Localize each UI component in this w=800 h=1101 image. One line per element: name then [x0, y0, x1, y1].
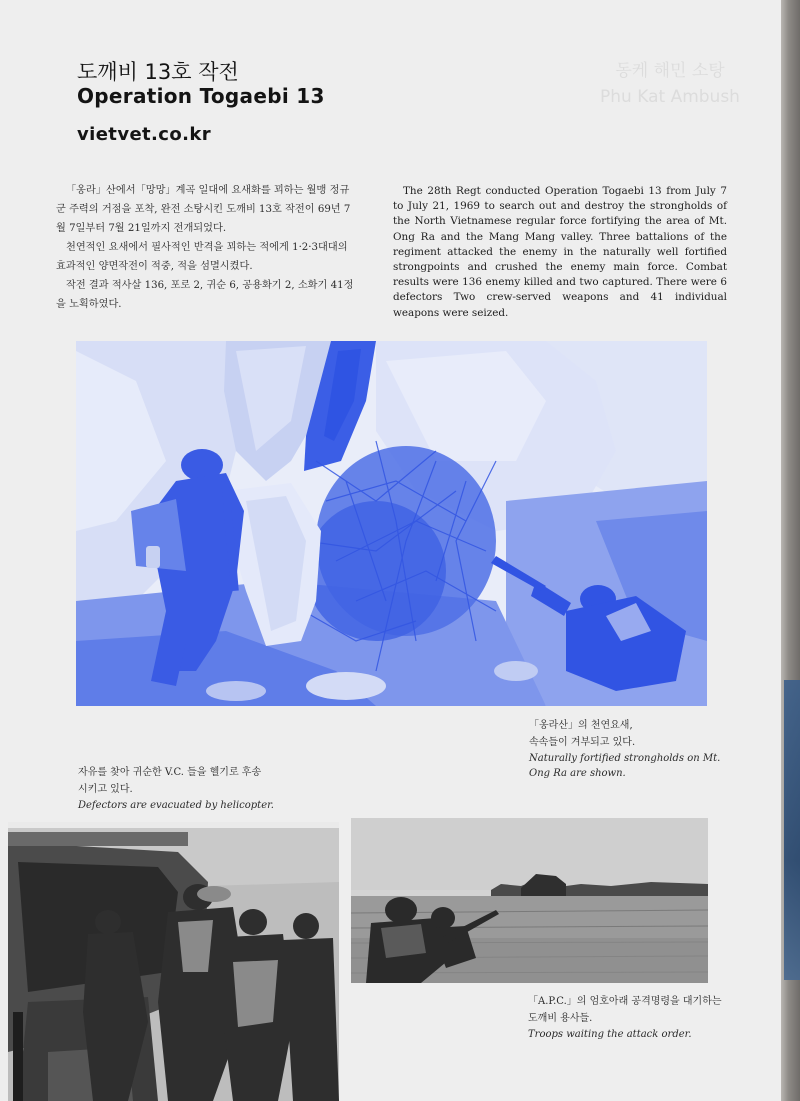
body-korean-paragraph-2: 천연적인 요새에서 필사적인 반격을 꾀하는 적에게 1·2·3대대의 효과적인 양면작전이 적중, 적을 섬멸시켰다. — [56, 242, 348, 272]
caption-troops-field — [528, 993, 728, 1042]
caption-defectors — [78, 764, 318, 813]
caption-defectors-en: Defectors are evacuated by helicopter. — [78, 800, 274, 811]
body-english-paragraph: The 28th Regt conducted Operation Togaebi 13 from July 7 to July 21, 1969 to search out and destroy the strongholds of the North Vietnamese regular force fortifying the area of Mt. Ong Ra and the Mang Mang valley. Three battalions of the regiment attacked the enemy in the naturally well fortified strongpoints and crushed the enemy main force. Combat results were 136 enemy killed and two captured. There were 6 defectors Two crew-served weapons and 41 individual weapons were seized. — [393, 185, 727, 319]
photo-troops-field — [351, 818, 708, 983]
source-site-label: vietvet.co.kr — [77, 124, 212, 145]
body-korean-paragraph-1: 「옹라」산에서「망망」계곡 일대에 요새화를 꾀하는 월맹 정규군 주력의 거점을 포착, 완전 소탕시킨 도깨비 13호 작전이 69년 7월 7일부터 7월 21일까지 전개되었다. — [56, 185, 351, 234]
caption-rock-stronghold — [529, 717, 729, 781]
bleed-through-line-1: 동케 해민 소탕 — [615, 61, 725, 81]
photo-rock-stronghold — [76, 341, 707, 706]
caption-troops-field-en: Troops waiting the attack order. — [528, 1029, 692, 1040]
book-spine-blue-tab — [784, 680, 800, 980]
bleed-through-text — [590, 58, 750, 110]
caption-rock-stronghold-ko-2: 속속들이 겨부되고 있다. — [529, 737, 636, 748]
caption-rock-stronghold-ko-1: 「옹라산」의 천연요새, — [529, 720, 633, 731]
photo-troops-field-image — [351, 818, 708, 983]
caption-troops-field-ko-1: 「A.P.C.」의 엄호아래 공격명령을 대기하는 — [528, 996, 722, 1007]
title-english: Operation Togaebi 13 — [77, 84, 325, 108]
photo-helicopter-evacuation-image — [8, 822, 339, 1101]
title-korean: 도깨비 13호 작전 — [77, 60, 239, 84]
photo-helicopter-evacuation — [8, 822, 339, 1101]
caption-troops-field-ko-2: 도깨비 용사들. — [528, 1013, 593, 1024]
body-korean — [56, 181, 356, 314]
photo-rock-stronghold-image — [76, 341, 707, 706]
caption-defectors-ko-1: 자유를 찾아 귀순한 V.C. 들을 헬기로 후송 — [78, 767, 262, 778]
bleed-through-line-2: Phu Kat Ambush — [600, 87, 740, 107]
body-korean-paragraph-3: 작전 결과 적사살 136, 포로 2, 귀순 6, 공용화기 2, 소화기 41정을 노획하였다. — [56, 280, 354, 310]
caption-defectors-ko-2: 시키고 있다. — [78, 784, 133, 795]
caption-rock-stronghold-en: Naturally fortified strongholds on Mt. Ong Ra are shown. — [529, 753, 721, 779]
body-english — [393, 184, 727, 321]
